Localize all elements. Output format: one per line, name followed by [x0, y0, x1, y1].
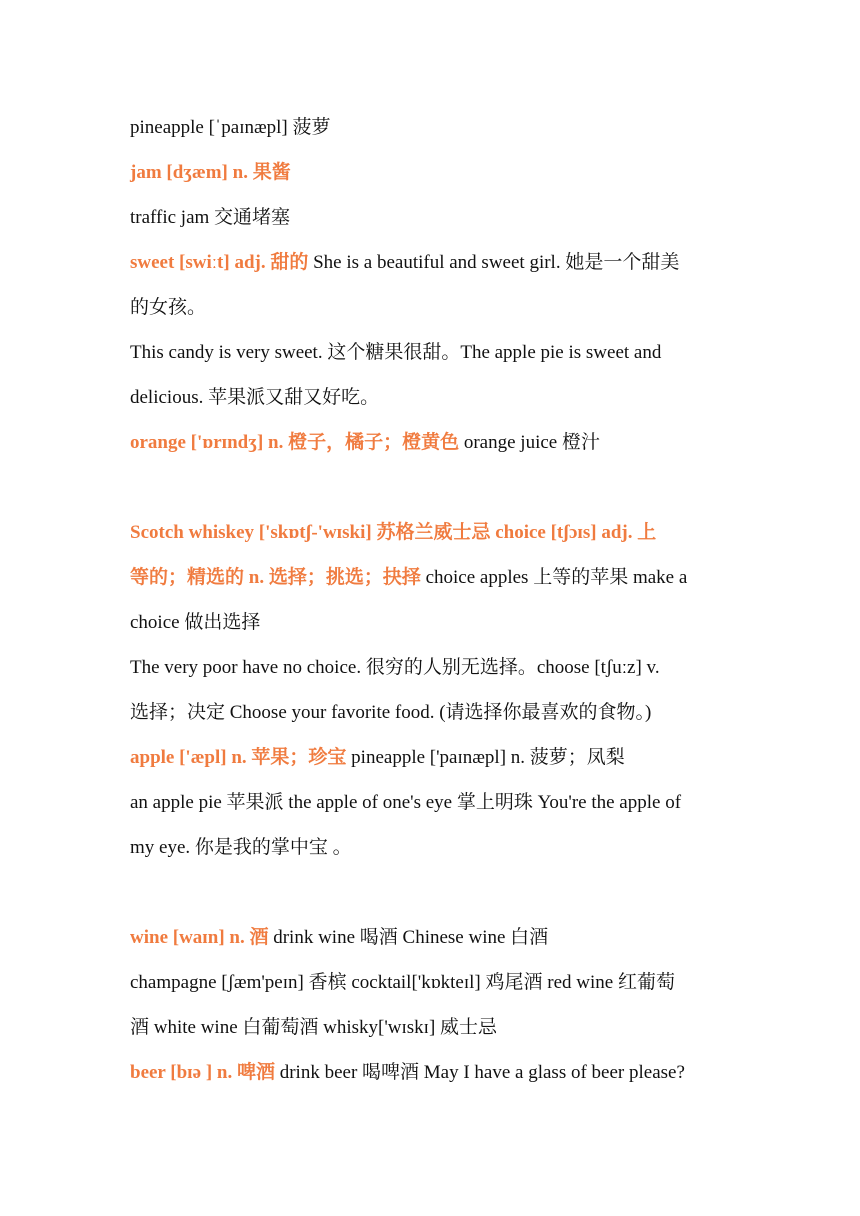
- text-line: [130, 746, 625, 770]
- text-line: [130, 296, 206, 320]
- body-text: 酒 white wine 白葡萄酒 whisky['wɪskɪ] 威士忌: [130, 1017, 498, 1038]
- text-line: [130, 386, 379, 410]
- body-text: drink beer 喝啤酒 May I have a glass of beer please?: [279, 1062, 685, 1083]
- text-line: [130, 206, 290, 230]
- text-line: [130, 251, 679, 275]
- body-text: pineapple ['paɪnæpl] n. 菠萝；凤梨: [351, 747, 625, 768]
- body-text: champagne [ʃæm'peɪn] 香槟 cocktail['kɒkteɪl] 鸡尾酒 red wine 红葡萄: [130, 972, 675, 993]
- vocab-headword: wine [waɪn] n. 酒: [130, 927, 274, 948]
- text-line: [130, 791, 681, 815]
- vocab-headword: sweet [swiːt] adj. 甜的: [130, 252, 314, 273]
- body-text: 选择；决定 Choose your favorite food. (请选择你最喜欢的食物。): [130, 702, 652, 723]
- text-line: [130, 926, 548, 950]
- text-line: [130, 836, 352, 860]
- body-text: pineapple [ˈpaɪnæpl] 菠萝: [130, 117, 331, 138]
- body-text: She is a beautiful and sweet girl. 她是一个甜美: [313, 252, 680, 273]
- body-text: This candy is very sweet. 这个糖果很甜。The apple pie is sweet and: [130, 342, 662, 363]
- text-line: [130, 1061, 685, 1085]
- body-text: choice apples 上等的苹果 make a: [425, 567, 688, 588]
- vocab-headword: orange ['ɒrɪndʒ] n. 橙子，橘子；橙黄色: [130, 432, 464, 453]
- text-line: [130, 431, 600, 455]
- text-line: [130, 566, 687, 590]
- body-text: 的女孩。: [130, 297, 207, 318]
- text-line: [130, 161, 291, 185]
- body-text: my eye. 你是我的掌中宝 。: [130, 837, 352, 858]
- vocab-headword: jam [dʒæm] n. 果酱: [130, 162, 291, 183]
- vocab-headword: beer [bɪə ] n. 啤酒: [130, 1062, 280, 1083]
- vocab-headword: apple ['æpl] n. 苹果；珍宝: [130, 747, 352, 768]
- body-text: drink wine 喝酒 Chinese wine 白酒: [273, 927, 549, 948]
- text-line: [130, 701, 651, 725]
- body-text: an apple pie 苹果派 the apple of one's eye 掌上明珠 You're the apple of: [130, 792, 682, 813]
- text-line: [130, 611, 260, 635]
- body-text: traffic jam 交通堵塞: [130, 207, 291, 228]
- vocab-headword: 等的；精选的 n. 选择；挑选；抉择: [130, 567, 426, 588]
- vocab-headword: Scotch whiskey ['skɒtʃ-'wɪski] 苏格兰威士忌 choice [tʃɔɪs] adj. 上: [130, 522, 657, 543]
- text-line: [130, 341, 661, 365]
- body-text: choice 做出选择: [130, 612, 261, 633]
- text-line: [130, 971, 675, 995]
- text-line: [130, 116, 331, 140]
- text-line: [130, 656, 660, 680]
- text-line: [130, 521, 656, 545]
- body-text: orange juice 橙汁: [463, 432, 600, 453]
- text-line: [130, 1016, 497, 1040]
- body-text: delicious. 苹果派又甜又好吃。: [130, 387, 380, 408]
- body-text: The very poor have no choice. 很穷的人别无选择。choose [tʃuːz] v.: [130, 657, 660, 678]
